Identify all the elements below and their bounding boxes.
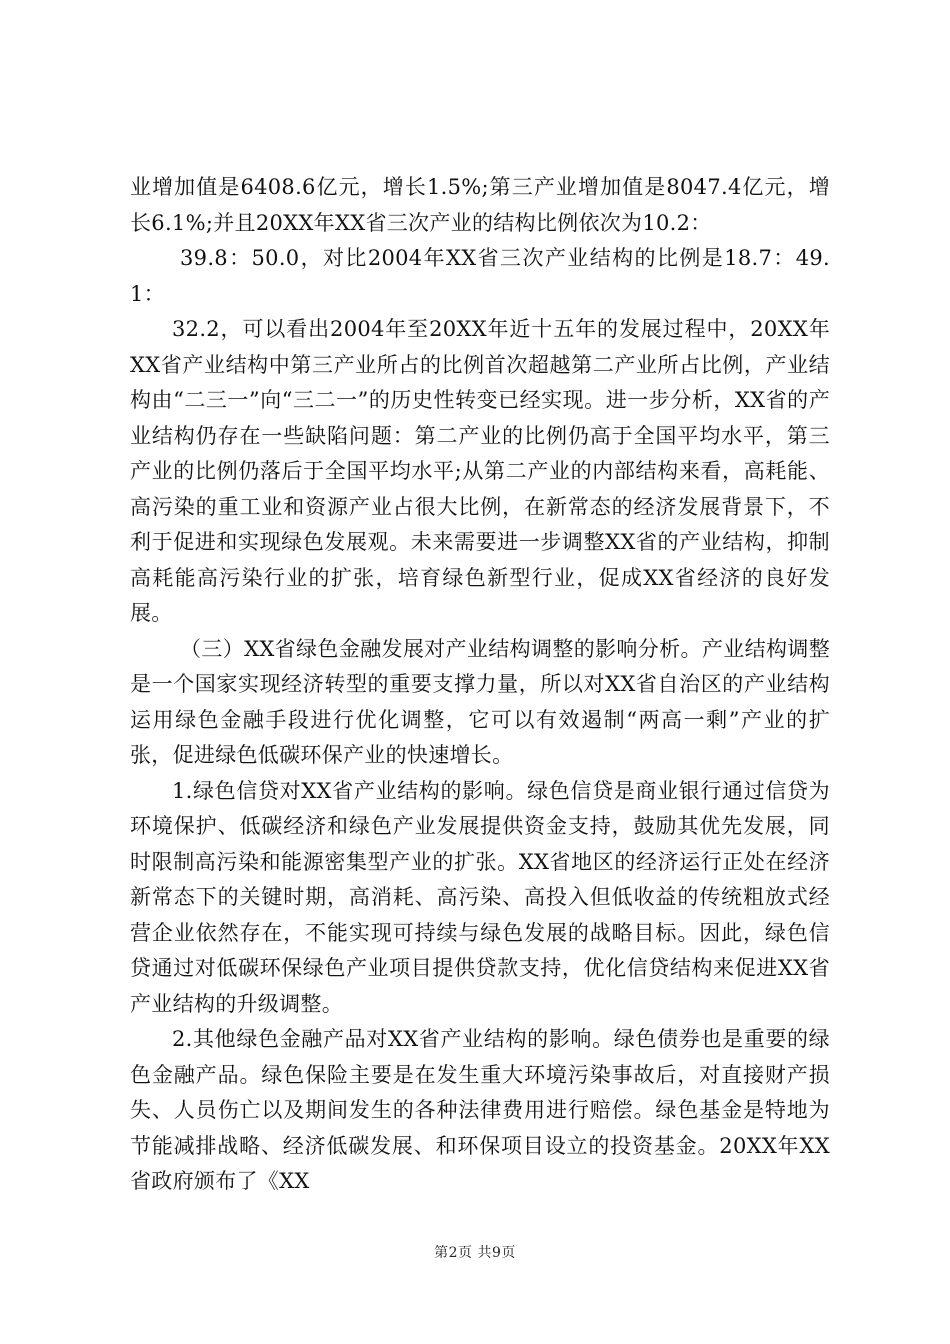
paragraph-section-three: （三）XX省绿色金融发展对产业结构调整的影响分析。产业结构调整是一个国家实现经济转型的重要支撑力量，所以对XX省自治区的产业结构运用绿色金融手段进行优化调整，它可以有效遏制“两高一剩”产业的扩张，促进绿色低碳环保产业的快速增长。	[130, 636, 830, 767]
paragraph-green-credit: 1.绿色信贷对XX省产业结构的影响。绿色信贷是商业银行通过信贷为环境保护、低碳经济和绿色产业发展提供资金支持，鼓励其优先发展，同时限制高污染和能源密集型产业的扩张。XX省地区的经济运行正处在经济新常态下的关键时期，高消耗、高污染、高投入但低收益的传统粗放式经营企业依然存在，不能实现可持续与绿色发展的战略目标。因此，绿色信贷通过对低碳环保绿色产业项目提供贷款支持，优化信贷结构来促进XX省产业结构的升级调整。	[130, 778, 830, 1016]
paragraph-continuation: 业增加值是6408.6亿元，增长1.5%;第三产业增加值是8047.4亿元，增长6.1%;并且20XX年XX省三次产业的结构比例依次为10.2：	[130, 175, 830, 235]
paragraph-other-green-products: 2.其他绿色金融产品对XX省产业结构的影响。绿色债券也是重要的绿色金融产品。绿色保险主要是在发生重大环境污染事故后，对直接财产损失、人员伤亡以及期间发生的各种法律费用进行赔偿。绿色基金是特地为节能减排战略、经济低碳发展、和环保项目设立的投资基金。20XX年XX省政府颁布了《XX	[130, 1027, 830, 1193]
paragraph-ratio-line: 39.8：50.0，对比2004年XX省三次产业结构的比例是18.7：49.1：	[130, 246, 830, 306]
page-number-footer: 第2页 共9页	[434, 1245, 516, 1261]
paragraph-structure-analysis: 32.2，可以看出2004年至20XX年近十五年的发展过程中，20XX年XX省产业结构中第三产业所占的比例首次超越第二产业所占比例，产业结构由“二三一”向“三二一”的历史性转变已经实现。进一步分析，XX省的产业结构仍存在一些缺陷问题：第二产业的比例仍高于全国平均水平，第三产业的比例仍落后于全国平均水平;从第二产业的内部结构来看，高耗能、高污染的重工业和资源产业占很大比例，在新常态的经济发展背景下，不利于促进和实现绿色发展观。未来需要进一步调整XX省的产业结构，抑制高耗能高污染行业的扩张，培育绿色新型行业，促成XX省经济的良好发展。	[130, 317, 830, 625]
document-body	[130, 170, 830, 1200]
